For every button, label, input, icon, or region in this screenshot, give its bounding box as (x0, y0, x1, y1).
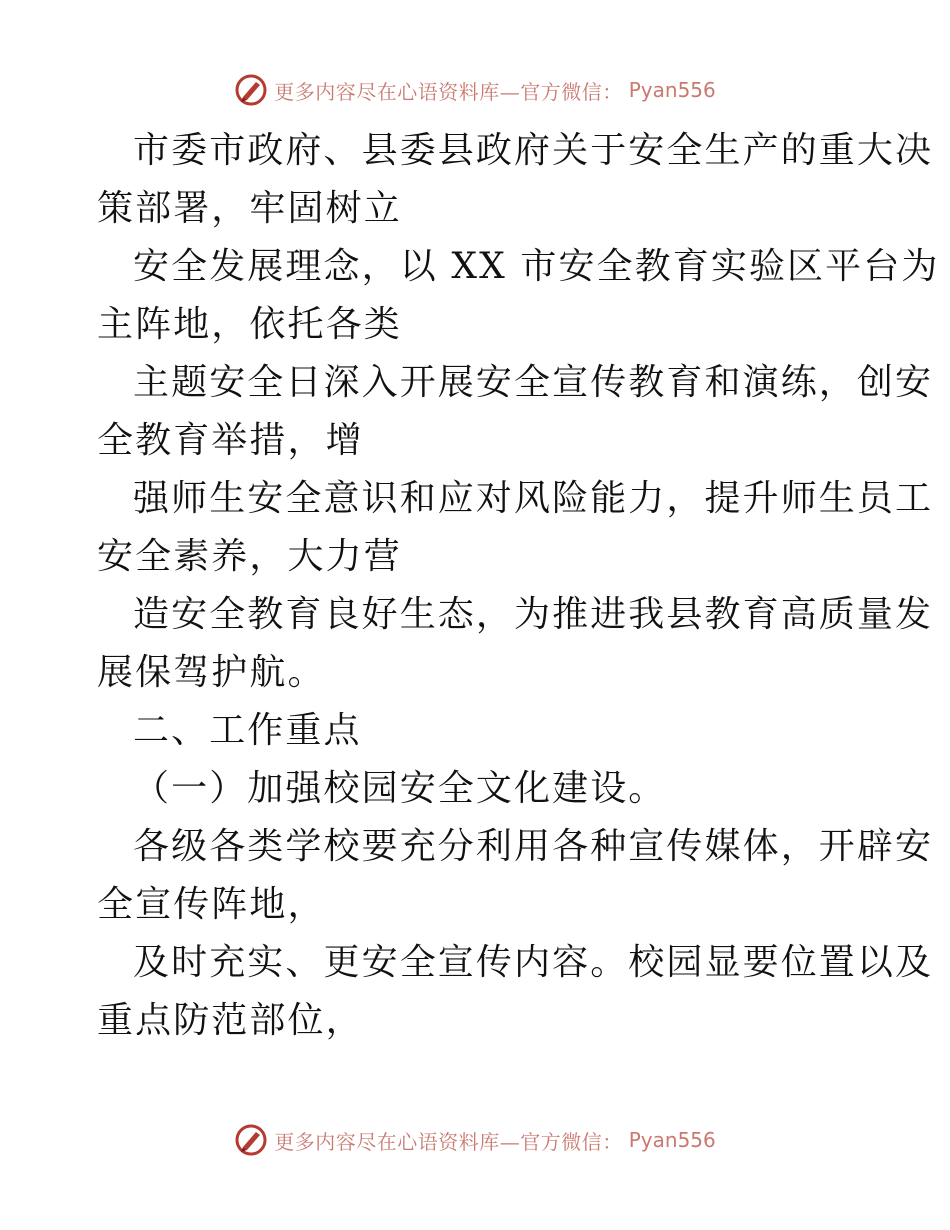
watermark-text: 更多内容尽在心语资料库—官方微信： (274, 1129, 623, 1154)
document-body (97, 122, 940, 1050)
watermark-brand (234, 1123, 716, 1157)
subsection-heading: （一）加强校园安全文化建设。 (133, 768, 667, 809)
page-footer-watermark (0, 1120, 950, 1160)
body-line: 展保驾护航。 (97, 652, 326, 693)
body-line: 全宣传阵地， (97, 884, 326, 925)
watermark-wechat-id: Pyan556 (628, 78, 716, 102)
body-line: 重点防范部位， (97, 1000, 364, 1041)
body-line: 各级各类学校要充分利用各种宣传媒体，开辟安 (133, 826, 934, 867)
section-heading: 二、工作重点 (133, 710, 362, 751)
body-line: 安全素养，大力营 (97, 536, 402, 577)
watermark-wechat-id: Pyan556 (628, 1128, 716, 1152)
pen-logo-icon (234, 1123, 268, 1157)
pen-logo-icon (234, 73, 268, 107)
body-line: 主题安全日深入开展安全宣传教育和演练，创安 (133, 362, 934, 403)
body-line: 策部署，牢固树立 (97, 188, 402, 229)
body-line: 主阵地，依托各类 (97, 304, 402, 345)
body-line: 强师生安全意识和应对风险能力，提升师生员工 (133, 478, 934, 519)
watermark-text: 更多内容尽在心语资料库—官方微信： (274, 79, 623, 104)
body-line: 造安全教育良好生态，为推进我县教育高质量发 (133, 594, 934, 635)
body-line: 全教育举措，增 (97, 420, 364, 461)
body-line: 及时充实、更安全宣传内容。校园显要位置以及 (133, 942, 934, 983)
body-line: 安全发展理念，以 XX 市安全教育实验区平台为 (133, 246, 940, 287)
body-line: 市委市政府、县委县政府关于安全生产的重大决 (133, 130, 934, 171)
page-header-watermark (0, 70, 950, 110)
watermark-brand (234, 73, 716, 107)
